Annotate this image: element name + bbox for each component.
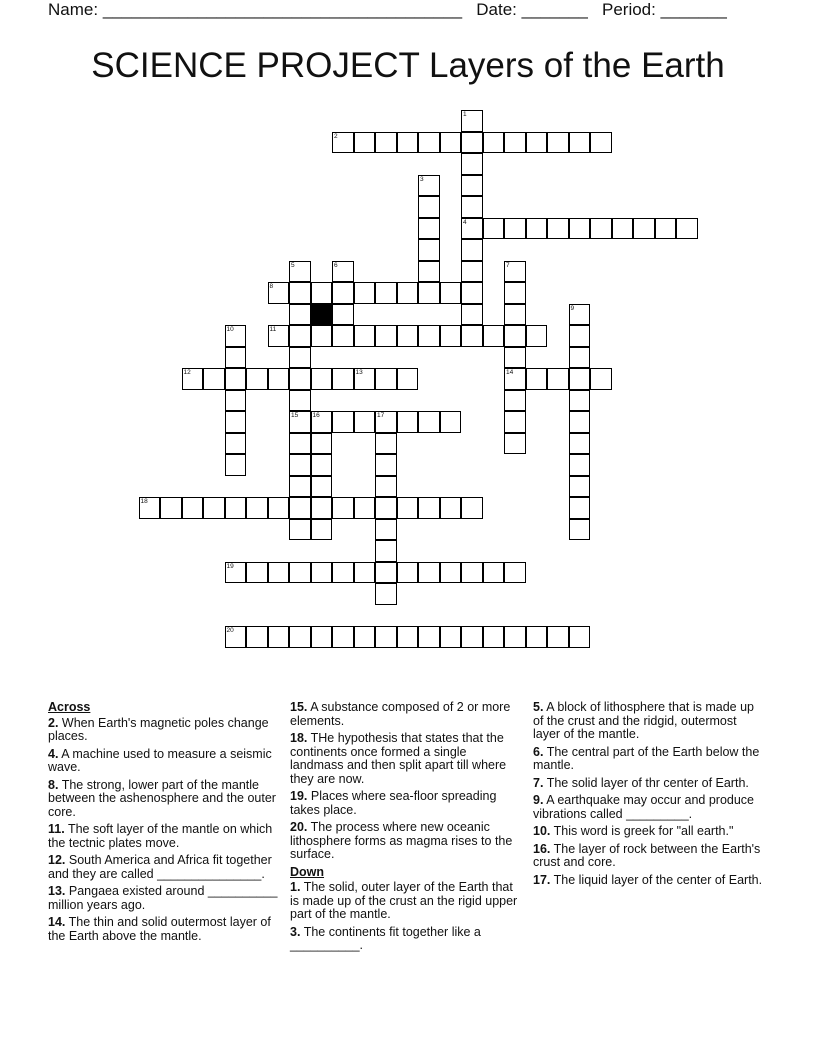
grid-cell[interactable] — [504, 325, 526, 347]
grid-cell[interactable] — [569, 390, 591, 412]
grid-cell[interactable] — [354, 626, 376, 648]
grid-cell[interactable] — [504, 390, 526, 412]
grid-cell[interactable] — [418, 411, 440, 433]
grid-cell[interactable] — [526, 325, 548, 347]
grid-cell[interactable] — [289, 562, 311, 584]
grid-cell[interactable] — [225, 562, 247, 584]
grid-cell[interactable] — [182, 368, 204, 390]
clue-down-5: 5. A block of lithosphere that is made up of the crust and the ridgid, outermost layer of the mantle. — [533, 700, 754, 741]
cell-number: 20 — [226, 627, 234, 634]
grid-cell[interactable] — [268, 562, 290, 584]
grid-cell[interactable] — [461, 218, 483, 240]
grid-cell[interactable] — [418, 626, 440, 648]
grid-cell[interactable] — [311, 433, 333, 455]
date-label: Date: — [476, 0, 517, 19]
grid-cell[interactable] — [461, 261, 483, 283]
grid-cell[interactable] — [332, 562, 354, 584]
grid-cell[interactable] — [332, 304, 354, 326]
grid-cell[interactable] — [440, 497, 462, 519]
grid-cell[interactable] — [246, 368, 268, 390]
grid-cell[interactable] — [289, 282, 311, 304]
clues-column-1 — [48, 701, 278, 947]
grid-cell[interactable] — [332, 497, 354, 519]
clue-down-3: 3. The continents fit together like a __________. — [290, 924, 481, 952]
cell-number: 1 — [463, 111, 467, 118]
grid-cell[interactable] — [375, 540, 397, 562]
cell-number: 9 — [570, 304, 575, 312]
grid-cell[interactable] — [504, 368, 526, 390]
grid-cell[interactable] — [289, 476, 311, 498]
grid-cell[interactable] — [569, 519, 591, 541]
grid-cell[interactable] — [569, 218, 591, 240]
grid-cell[interactable] — [397, 282, 419, 304]
grid-cell[interactable] — [612, 218, 634, 240]
grid-cell[interactable] — [461, 132, 483, 154]
grid-cell[interactable] — [397, 497, 419, 519]
grid-cell[interactable] — [397, 562, 419, 584]
cell-number: 14 — [506, 369, 514, 376]
cell-number: 17 — [377, 412, 385, 419]
grid-cell[interactable] — [569, 411, 591, 433]
grid-cell[interactable] — [332, 325, 354, 347]
grid-cell[interactable] — [547, 132, 569, 154]
grid-cell[interactable] — [332, 411, 354, 433]
grid-cell[interactable] — [139, 497, 161, 519]
grid-cell[interactable] — [375, 132, 397, 154]
clue-across-13: 13. Pangaea existed around __________ million years ago. — [48, 884, 278, 912]
grid-cell[interactable] — [461, 325, 483, 347]
grid-cell[interactable] — [504, 261, 526, 283]
grid-cell[interactable] — [569, 626, 591, 648]
grid-cell[interactable] — [397, 132, 419, 154]
grid-cell[interactable] — [225, 497, 247, 519]
grid-cell[interactable] — [311, 519, 333, 541]
clue-down-16: 16. The layer of rock between the Earth's crust and core. — [533, 841, 761, 869]
grid-cell[interactable] — [203, 368, 225, 390]
grid-cell[interactable] — [354, 411, 376, 433]
grid-cell[interactable] — [397, 368, 419, 390]
clue-across-19: 19. Places where sea-floor spreading takes place. — [290, 789, 497, 817]
clues-column-3 — [533, 701, 763, 891]
grid-cell[interactable] — [418, 282, 440, 304]
grid-cell[interactable] — [461, 282, 483, 304]
grid-cell[interactable] — [375, 325, 397, 347]
grid-cell[interactable] — [504, 304, 526, 326]
grid-cell[interactable] — [440, 562, 462, 584]
grid-cell[interactable] — [225, 626, 247, 648]
grid-cell[interactable] — [289, 519, 311, 541]
across-heading: Across — [48, 700, 91, 714]
cell-number: 13 — [355, 369, 363, 376]
grid-cell[interactable] — [375, 626, 397, 648]
grid-cell[interactable] — [289, 497, 311, 519]
clue-down-10: 10. This word is greek for "all earth." — [533, 824, 734, 838]
grid-cell[interactable] — [461, 153, 483, 175]
grid-cell[interactable] — [375, 411, 397, 433]
grid-cell[interactable] — [289, 325, 311, 347]
cell-number: 12 — [183, 369, 191, 376]
cell-number: 2 — [334, 132, 338, 140]
grid-cell[interactable] — [440, 626, 462, 648]
grid-cell[interactable] — [418, 261, 440, 283]
grid-cell[interactable] — [311, 476, 333, 498]
grid-cell[interactable] — [590, 218, 612, 240]
clue-down-9: 9. A earthquake may occur and produce vibrations called _________. — [533, 793, 755, 821]
cell-number: 4 — [463, 218, 467, 226]
grid-cell[interactable] — [526, 132, 548, 154]
grid-cell[interactable] — [569, 497, 591, 519]
grid-cell[interactable] — [569, 325, 591, 347]
grid-cell[interactable] — [375, 583, 397, 605]
grid-cell[interactable] — [289, 626, 311, 648]
grid-cell[interactable] — [375, 433, 397, 455]
grid-cell[interactable] — [418, 175, 440, 197]
black-cell — [311, 304, 333, 326]
grid-cell[interactable] — [483, 562, 505, 584]
grid-cell[interactable] — [504, 411, 526, 433]
grid-cell[interactable] — [225, 368, 247, 390]
grid-cell[interactable] — [461, 497, 483, 519]
clue-across-8: 8. The strong, lower part of the mantle between the ashenosphere and the outer core. — [48, 777, 276, 819]
grid-cell[interactable] — [504, 347, 526, 369]
grid-cell[interactable] — [268, 626, 290, 648]
grid-cell[interactable] — [375, 497, 397, 519]
grid-cell[interactable] — [225, 390, 247, 412]
cell-number: 19 — [226, 562, 234, 570]
grid-cell[interactable] — [569, 454, 591, 476]
grid-cell[interactable] — [547, 368, 569, 390]
grid-cell[interactable] — [375, 476, 397, 498]
grid-cell[interactable] — [483, 132, 505, 154]
grid-cell[interactable] — [504, 562, 526, 584]
grid-cell[interactable] — [590, 132, 612, 154]
clue-across-14: 14. The thin and solid outermost layer of the Earth above the mantle. — [48, 915, 271, 943]
clue-down-6: 6. The central part of the Earth below the mantle. — [533, 744, 760, 772]
grid-cell[interactable] — [547, 218, 569, 240]
grid-cell[interactable] — [440, 325, 462, 347]
grid-cell[interactable] — [569, 433, 591, 455]
clue-across-11: 11. The soft layer of the mantle on which the tectnic plates move. — [48, 822, 273, 850]
grid-cell[interactable] — [397, 325, 419, 347]
clues-column-2 — [290, 701, 520, 957]
cell-number: 11 — [269, 326, 277, 333]
grid-cell[interactable] — [569, 347, 591, 369]
grid-cell[interactable] — [289, 304, 311, 326]
grid-cell[interactable] — [332, 626, 354, 648]
grid-cell[interactable] — [375, 282, 397, 304]
grid-cell[interactable] — [311, 454, 333, 476]
grid-cell[interactable] — [633, 218, 655, 240]
cell-number: 16 — [312, 412, 320, 419]
grid-cell[interactable] — [246, 626, 268, 648]
grid-cell[interactable] — [461, 626, 483, 648]
cell-number: 10 — [226, 326, 234, 333]
cell-number: 3 — [420, 175, 424, 183]
grid-cell[interactable] — [354, 325, 376, 347]
cell-number: 5 — [291, 261, 295, 269]
cell-number: 18 — [140, 498, 148, 505]
grid-cell[interactable] — [526, 218, 548, 240]
clue-across-2: 2. When Earth's magnetic poles change places. — [48, 715, 269, 743]
grid-cell[interactable] — [397, 411, 419, 433]
grid-cell[interactable] — [203, 497, 225, 519]
grid-cell[interactable] — [225, 347, 247, 369]
grid-cell[interactable] — [354, 497, 376, 519]
grid-cell[interactable] — [547, 626, 569, 648]
grid-cell[interactable] — [289, 411, 311, 433]
period-blank[interactable]: _______ — [660, 0, 727, 19]
grid-cell[interactable] — [440, 132, 462, 154]
grid-cell[interactable] — [246, 562, 268, 584]
clue-across-12: 12. South America and Africa fit together and they are called _______________. — [48, 853, 272, 881]
grid-cell[interactable] — [354, 132, 376, 154]
grid-cell[interactable] — [418, 132, 440, 154]
cell-number: 6 — [334, 261, 338, 269]
grid-cell[interactable] — [289, 390, 311, 412]
student-info-line — [48, 0, 727, 20]
grid-cell[interactable] — [354, 368, 376, 390]
cell-number: 7 — [506, 261, 510, 269]
grid-cell[interactable] — [311, 411, 333, 433]
grid-cell[interactable] — [483, 626, 505, 648]
grid-cell[interactable] — [461, 562, 483, 584]
cell-number: 8 — [269, 283, 274, 290]
grid-cell[interactable] — [397, 626, 419, 648]
grid-cell[interactable] — [569, 368, 591, 390]
grid-cell[interactable] — [504, 433, 526, 455]
grid-cell[interactable] — [418, 562, 440, 584]
grid-cell[interactable] — [461, 110, 483, 132]
grid-cell[interactable] — [182, 497, 204, 519]
grid-cell[interactable] — [461, 196, 483, 218]
grid-cell[interactable] — [526, 626, 548, 648]
grid-cell[interactable] — [311, 282, 333, 304]
grid-cell[interactable] — [590, 368, 612, 390]
grid-cell[interactable] — [289, 454, 311, 476]
grid-cell[interactable] — [375, 562, 397, 584]
grid-cell[interactable] — [332, 261, 354, 283]
grid-cell[interactable] — [569, 304, 591, 326]
clue-down-1: 1. The solid, outer layer of the Earth that is made up of the crust an the rigid upper part of the mantle. — [290, 880, 518, 921]
grid-cell[interactable] — [504, 132, 526, 154]
grid-cell[interactable] — [268, 282, 290, 304]
grid-cell[interactable] — [311, 497, 333, 519]
grid-cell[interactable] — [268, 368, 290, 390]
down-heading: Down — [290, 864, 325, 879]
grid-cell[interactable] — [311, 325, 333, 347]
grid-cell[interactable] — [569, 132, 591, 154]
grid-cell[interactable] — [289, 261, 311, 283]
grid-cell[interactable] — [225, 454, 247, 476]
grid-cell[interactable] — [569, 476, 591, 498]
page-title: SCIENCE PROJECT Layers of the Earth — [91, 46, 725, 85]
grid-cell[interactable] — [461, 175, 483, 197]
grid-cell[interactable] — [483, 325, 505, 347]
grid-cell[interactable] — [225, 433, 247, 455]
clue-across-15: 15. A substance composed of 2 or more elements. — [290, 700, 511, 728]
grid-cell[interactable] — [440, 411, 462, 433]
grid-cell[interactable] — [354, 562, 376, 584]
grid-cell[interactable] — [676, 218, 698, 240]
grid-cell[interactable] — [160, 497, 182, 519]
clue-down-17: 17. The liquid layer of the center of Earth. — [533, 872, 763, 887]
period-label: Period: — [602, 0, 656, 19]
grid-cell[interactable] — [418, 239, 440, 261]
grid-cell[interactable] — [268, 325, 290, 347]
grid-cell[interactable] — [483, 218, 505, 240]
grid-cell[interactable] — [526, 368, 548, 390]
grid-cell[interactable] — [268, 497, 290, 519]
cell-number: 15 — [291, 412, 299, 419]
grid-cell[interactable] — [418, 196, 440, 218]
grid-cell[interactable] — [375, 519, 397, 541]
clue-across-18: 18. THe hypothesis that states that the continents once formed a single landmass and then split apart till where they are now. — [290, 731, 507, 786]
grid-cell[interactable] — [246, 497, 268, 519]
grid-cell[interactable] — [311, 368, 333, 390]
grid-cell[interactable] — [332, 368, 354, 390]
grid-cell[interactable] — [375, 454, 397, 476]
grid-cell[interactable] — [461, 304, 483, 326]
grid-cell[interactable] — [504, 282, 526, 304]
grid-cell[interactable] — [461, 239, 483, 261]
grid-cell[interactable] — [225, 411, 247, 433]
grid-cell[interactable] — [418, 497, 440, 519]
name-blank[interactable]: ______________________________________ — [102, 0, 463, 19]
grid-cell[interactable] — [504, 218, 526, 240]
clue-across-20: 20. The process where new oceanic lithosphere forms as magma rises to the surface. — [290, 820, 513, 861]
grid-cell[interactable] — [289, 433, 311, 455]
grid-cell[interactable] — [375, 368, 397, 390]
grid-cell[interactable] — [354, 282, 376, 304]
clue-down-7: 7. The solid layer of thr center of Earth. — [533, 775, 749, 790]
grid-cell[interactable] — [311, 562, 333, 584]
grid-cell[interactable] — [289, 347, 311, 369]
name-label: Name: — [48, 0, 99, 19]
grid-cell[interactable] — [332, 132, 354, 154]
grid-cell[interactable] — [655, 218, 677, 240]
grid-cell[interactable] — [418, 218, 440, 240]
grid-cell[interactable] — [225, 325, 247, 347]
grid-cell[interactable] — [311, 626, 333, 648]
clue-across-4: 4. A machine used to measure a seismic wave. — [48, 746, 272, 774]
grid-cell[interactable] — [332, 282, 354, 304]
grid-cell[interactable] — [440, 282, 462, 304]
grid-cell[interactable] — [504, 626, 526, 648]
grid-cell[interactable] — [418, 325, 440, 347]
grid-cell[interactable] — [289, 368, 311, 390]
date-blank[interactable]: _______ — [521, 0, 588, 19]
